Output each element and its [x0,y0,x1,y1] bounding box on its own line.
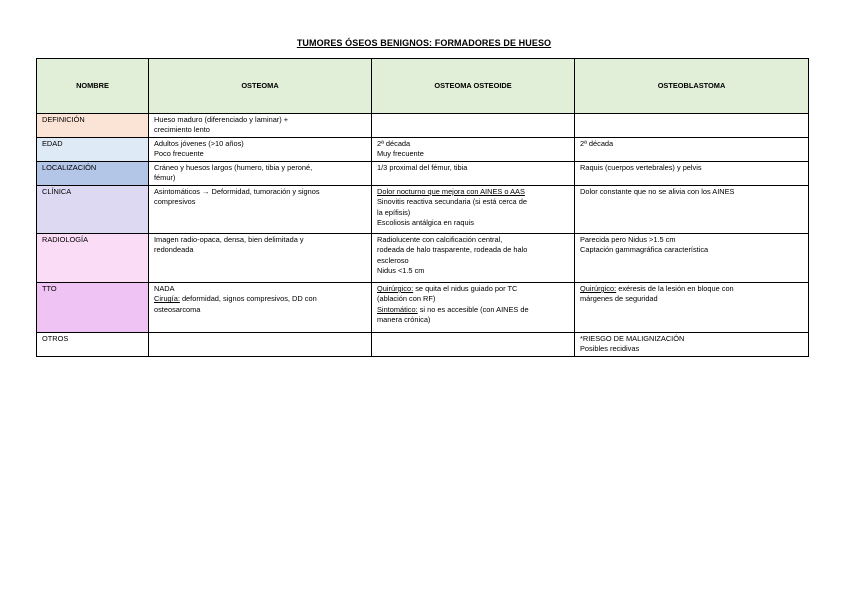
cell-otros-osteoblastoma [575,333,809,357]
text-line: Sinovitis reactiva secundaria (si está cerca de [377,197,527,207]
header-osteoma-osteoide: OSTEOMA OSTEOIDE [372,59,575,114]
text-line: redondeada [154,245,194,255]
cell-otros-osteoma [149,333,372,357]
text-line [580,284,804,294]
text-line: 2ª década [580,139,614,148]
cell-localizacion-osteoide [372,162,575,186]
header-osteoma: OSTEOMA [149,59,372,114]
text-line: *RIESGO DE MALIGNIZACIÓN [580,334,685,343]
cell-radiologia-osteoma [149,234,372,283]
text-line: fémur) [154,173,176,183]
page-title: TUMORES ÓSEOS BENIGNOS: FORMADORES DE HUESO [296,38,552,48]
cell-radiologia-osteoblastoma [575,234,809,283]
quirurgico-text: exéresis de la lesión en bloque con [616,284,734,293]
row-definicion [37,114,809,138]
text-line: Asintomáticos → Deformidad, tumoración y signos [154,187,320,196]
cell-radiologia-osteoide [372,234,575,283]
cell-clinica-osteoide [372,186,575,234]
text-line: Cráneo y huesos largos (humero, tibia y peroné, [154,163,313,172]
header-row [37,59,809,114]
cell-localizacion-osteoblastoma [575,162,809,186]
text-line: Escoliosis antálgica en raquis [377,218,474,228]
cell-edad-osteoide [372,138,575,162]
text-line: osteosarcoma [154,304,201,314]
row-localizacion [37,162,809,186]
text-line-underlined: Dolor nocturno que mejora con AINES o AAS [377,187,525,196]
row-label-otros: OTROS [37,333,149,357]
text-line: Adultos jóvenes (>10 años) [154,139,244,148]
text-line: escleroso [377,255,409,265]
text-line: compresivos [154,197,196,207]
quirurgico-label: Quirúrgico: [377,284,414,293]
text-line: Dolor constante que no se alivia con los AINES [580,187,735,196]
cell-edad-osteoblastoma [575,138,809,162]
cell-definicion-osteoide [372,114,575,138]
text-line: Posibles recidivas [580,344,640,354]
row-edad [37,138,809,162]
text-line [377,305,570,315]
text-line: NADA [154,284,175,293]
text-line: Imagen radio-opaca, densa, bien delimitada y [154,235,304,244]
cirugia-text: deformidad, signos compresivos, DD con [179,294,317,304]
text-line: Nidus <1.5 cm [377,266,425,276]
row-label-tto: TTO [37,283,149,333]
cell-edad-osteoma [149,138,372,162]
text-line: 1/3 proximal del fémur, tibia [377,163,468,172]
cell-clinica-osteoma [149,186,372,234]
quirurgico-text: se quita el nidus guiado por TC [413,284,518,293]
text-line: Raquis (cuerpos vertebrales) y pelvis [580,163,702,172]
cell-tto-osteoblastoma [575,283,809,333]
text-line: crecimiento lento [154,125,210,135]
sintomatico-label: Sintomático: [377,304,418,314]
row-label-clinica: CLÍNICA [37,186,149,234]
text-line: 2ª década [377,139,411,148]
text-line: márgenes de seguridad [580,294,658,304]
cell-definicion-osteoblastoma [575,114,809,138]
text-line [377,284,570,294]
text-line: Poco frecuente [154,149,204,159]
row-tto [37,283,809,333]
header-nombre: NOMBRE [37,59,149,114]
text-line: (ablación con RF) [377,294,436,304]
row-radiologia [37,234,809,283]
cell-definicion-osteoma [149,114,372,138]
row-label-edad: EDAD [37,138,149,162]
text-line [154,294,367,304]
text-line: la epífisis) [377,207,411,217]
header-osteoblastoma: OSTEOBLASTOMA [575,59,809,114]
row-clinica [37,186,809,234]
text-line: Radiolucente con calcificación central, [377,235,503,244]
cell-clinica-osteoblastoma [575,186,809,234]
cell-localizacion-osteoma [149,162,372,186]
cell-tto-osteoma [149,283,372,333]
text-line: Captación gammagráfica característica [580,245,709,255]
tumor-table [36,58,809,357]
text-line: rodeada de halo trasparente, rodeada de halo [377,245,528,255]
text-line: Parecida pero Nidus >1.5 cm [580,235,676,244]
sintomatico-text: si no es accesible (con AINES de [417,304,529,314]
text-line: manera crónica) [377,315,431,325]
text-line: Hueso maduro (diferenciado y laminar) + [154,115,289,124]
row-label-definicion: DEFINICIÓN [37,114,149,138]
row-otros [37,333,809,357]
row-label-localizacion: LOCALIZACIÓN [37,162,149,186]
text-line: Muy frecuente [377,149,424,159]
row-label-radiologia: RADIOLOGÍA [37,234,149,283]
cell-otros-osteoide [372,333,575,357]
quirurgico-label: Quirúrgico: [580,284,617,293]
cirugia-label: Cirugía: [154,294,180,304]
cell-tto-osteoide [372,283,575,333]
